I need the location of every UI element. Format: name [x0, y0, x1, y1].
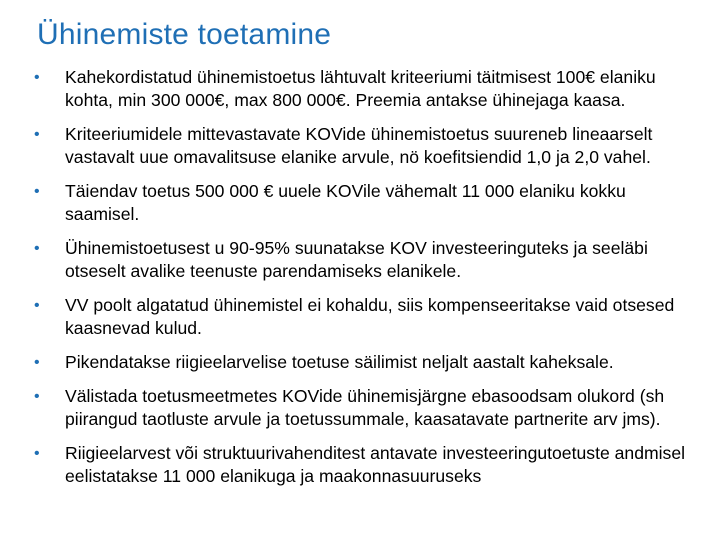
bullet-item: [36, 385, 700, 431]
bullet-item: [36, 237, 700, 283]
bullet-dot-icon: •: [34, 388, 40, 405]
bullet-text: Välistada toetusmeetmetes KOVide ühinemisjärgne ebasoodsam olukord (sh piirangud taotluste arvule ja toetussummale, kaasatavate partnerite arv jms).: [65, 386, 665, 429]
bullet-text: Kahekordistatud ühinemistoetus lähtuvalt kriteeriumi täitmisest 100€ elaniku kohta, min 300 000€, max 800 000€. Preemia antakse ühinejaga kaasa.: [65, 67, 656, 110]
bullet-dot-icon: •: [34, 126, 40, 143]
bullet-text: Riigieelarvest või struktuurivahenditest antavate investeeringutoetuste andmisel eelistatakse 11 000 elanikuga ja maakonnasuuruseks: [65, 443, 686, 486]
bullet-item: [36, 294, 700, 340]
slide-title: Ühinemiste toetamine: [37, 18, 332, 51]
bullet-item: [36, 180, 700, 226]
bullet-item: [36, 351, 700, 374]
bullet-dot-icon: •: [34, 297, 40, 314]
bullet-item: [36, 442, 700, 488]
bullet-dot-icon: •: [34, 240, 40, 257]
bullet-text: VV poolt algatatud ühinemistel ei kohaldu, siis kompenseeritakse vaid otsesed kaasnevad kulud.: [65, 295, 675, 338]
bullet-list: [36, 66, 700, 499]
bullet-dot-icon: •: [34, 69, 40, 86]
bullet-text: Ühinemistoetusest u 90-95% suunatakse KOV investeeringuteks ja seeläbi otseselt avalike teenuste parendamiseks elanikele.: [65, 238, 648, 281]
bullet-dot-icon: •: [34, 183, 40, 200]
bullet-text: Pikendatakse riigieelarvelise toetuse säilimist neljalt aastalt kaheksale.: [65, 352, 614, 372]
bullet-text: Täiendav toetus 500 000 € uuele KOVile vähemalt 11 000 elaniku kokku saamisel.: [65, 181, 626, 224]
bullet-item: [36, 66, 700, 112]
bullet-text: Kriteeriumidele mittevastavate KOVide ühinemistoetus suureneb lineaarselt vastavalt uue omavalitsuse elanike arvule, nö koefitsiendid 1,0 ja 2,0 vahel.: [65, 124, 653, 167]
bullet-item: [36, 123, 700, 169]
bullet-dot-icon: •: [34, 445, 40, 462]
bullet-dot-icon: •: [34, 354, 40, 371]
